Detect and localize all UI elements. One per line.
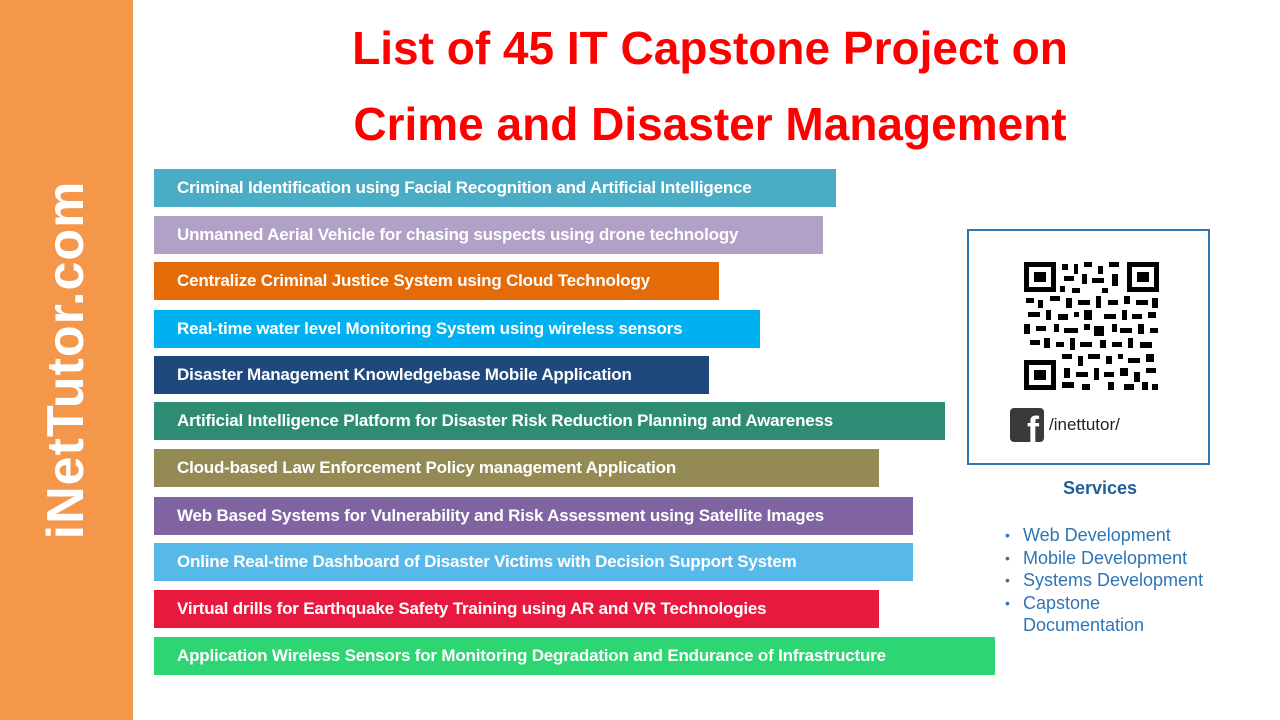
project-bar-9: Online Real-time Dashboard of Disaster Victims with Decision Support System: [154, 543, 913, 581]
project-bar-1: Criminal Identification using Facial Recognition and Artificial Intelligence: [154, 169, 836, 207]
project-bar-3: Centralize Criminal Justice System using Cloud Technology: [154, 262, 719, 300]
services-heading: Services: [1063, 478, 1138, 498]
brand-text: iNetTutor.com: [37, 180, 95, 540]
facebook-handle[interactable]: /inettutor/: [1049, 415, 1120, 434]
project-bar-4: Real-time water level Monitoring System using wireless sensors: [154, 310, 760, 348]
project-bar-6: Artificial Intelligence Platform for Disaster Risk Reduction Planning and Awareness: [154, 402, 945, 440]
project-bar-5: Disaster Management Knowledgebase Mobile Application: [154, 356, 709, 394]
project-bar-2: Unmanned Aerial Vehicle for chasing suspects using drone technology: [154, 216, 823, 254]
qr-code-icon: [1024, 262, 1159, 390]
contact-box: [967, 229, 1210, 465]
facebook-icon[interactable]: f: [1010, 408, 1044, 442]
project-bar-11: Application Wireless Sensors for Monitoring Degradation and Endurance of Infrastructure: [154, 637, 995, 675]
service-item: • Systems Development: [1005, 569, 1225, 592]
project-bar-7: Cloud-based Law Enforcement Policy management Application: [154, 449, 879, 487]
title-line-1: List of 45 IT Capstone Project on: [352, 22, 1068, 74]
side-band: [0, 0, 133, 720]
project-bar-8: Web Based Systems for Vulnerability and Risk Assessment using Satellite Images: [154, 497, 913, 535]
project-bar-10: Virtual drills for Earthquake Safety Training using AR and VR Technologies: [154, 590, 879, 628]
service-item: • Capstone Documentation: [1005, 592, 1225, 637]
title-line-2: Crime and Disaster Management: [353, 98, 1067, 150]
services-list: [1005, 524, 1225, 637]
service-item: • Web Development: [1005, 524, 1225, 547]
page-title: [150, 10, 1270, 162]
service-item: • Mobile Development: [1005, 547, 1225, 570]
